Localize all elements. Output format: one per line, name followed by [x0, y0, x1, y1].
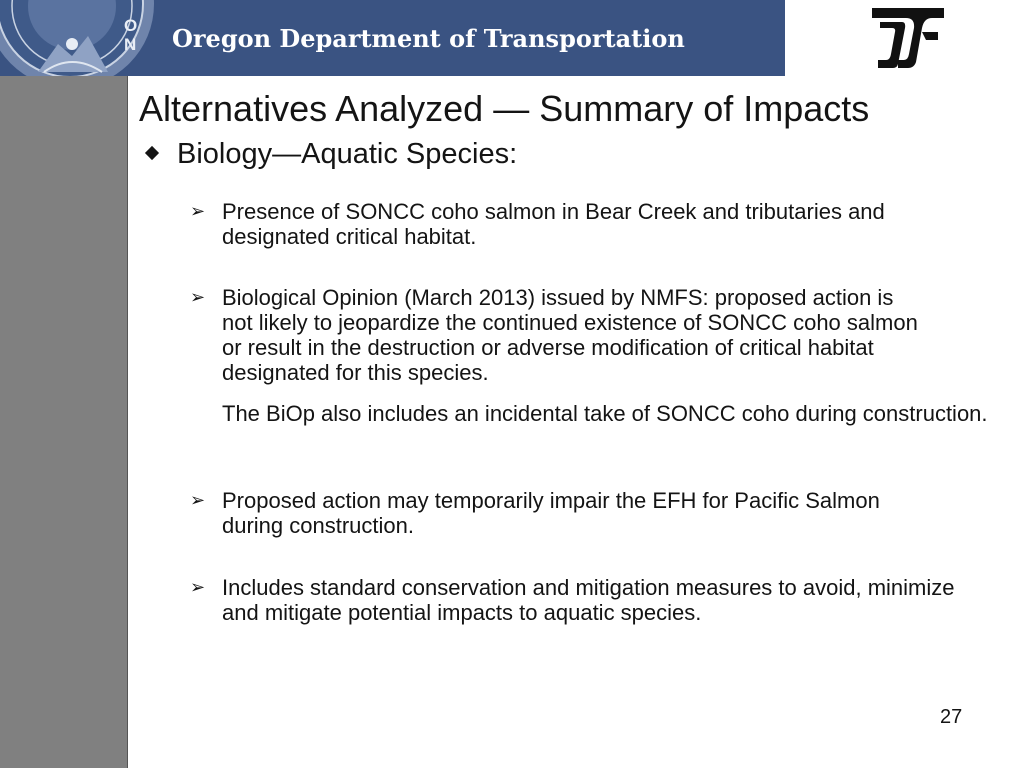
odot-logo-icon	[868, 4, 948, 72]
bullet-continuation	[190, 401, 990, 426]
bullet-item	[190, 199, 950, 249]
bullet-text: Proposed action may temporarily impair the EFH for Pacific Salmon during construction.	[222, 488, 880, 538]
bullet-text: Includes standard conservation and mitigation measures to avoid, minimize and mitigate potential impacts to aquatic species.	[222, 575, 955, 625]
arrow-bullet-icon: ➢	[190, 577, 206, 597]
bullet-text: Biological Opinion (March 2013) issued by NMFS: proposed action is not likely to jeopardize the continued existence of SONCC coho salmon or result in the destruction or adverse modification of critical habitat designated for this species.	[222, 285, 918, 385]
arrow-bullet-icon: ➢	[190, 490, 206, 510]
bullet-text: The BiOp also includes an incidental take of SONCC coho during construction.	[222, 401, 988, 426]
subheading-text: Biology—Aquatic Species:	[177, 138, 518, 170]
seal-text: ON	[124, 16, 138, 54]
slide-title: Alternatives Analyzed — Summary of Impacts	[139, 88, 870, 129]
subheading	[144, 138, 517, 171]
bullet-item	[190, 575, 980, 625]
page-number: 27	[940, 706, 963, 728]
arrow-bullet-icon: ➢	[190, 287, 206, 307]
bullet-item	[190, 488, 930, 538]
arrow-bullet-icon: ➢	[190, 201, 206, 221]
agency-name: Oregon Department of Transportation	[172, 24, 685, 53]
bullet-text: Presence of SONCC coho salmon in Bear Creek and tributaries and designated critical habitat.	[222, 199, 885, 249]
seal-emblem	[0, 0, 144, 76]
bullet-item	[190, 285, 920, 385]
state-seal	[0, 0, 154, 76]
diamond-bullet-icon	[145, 146, 159, 160]
left-sidebar-bar	[0, 76, 128, 768]
header-banner	[0, 0, 785, 76]
